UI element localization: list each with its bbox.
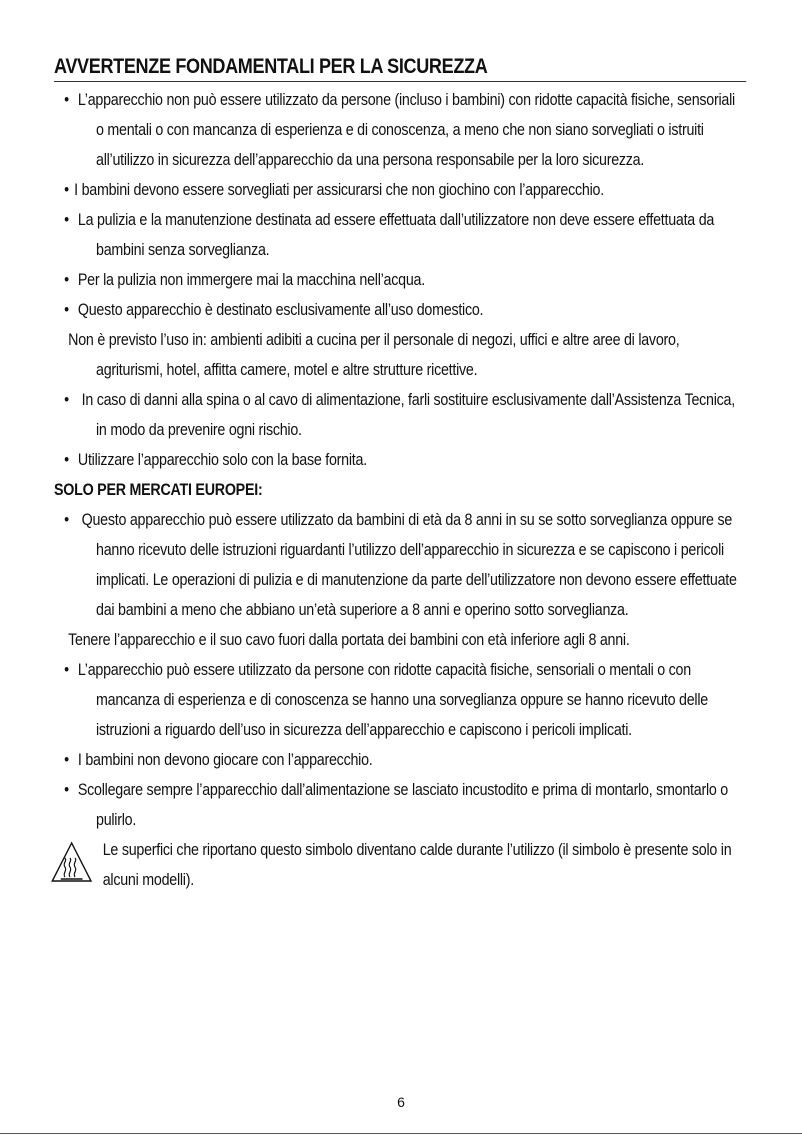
bottom-divider [0,1133,802,1134]
list-item: • L’apparecchio può essere utilizzato da persone con ridotte capacità fisiche, sensoriali o mentali o con mancanza di esperienza e di conoscenza se hanno una sorveglianza oppure se hanno ricevuto delle istruzioni a riguardo dell’uso in sicurezza dell’apparecchio e capiscono i pericoli implicati. [54,655,746,745]
list-item: • I bambini devono essere sorvegliati per assicurarsi che non giochino con l’apparecchio. [54,175,746,205]
content-body [54,85,746,895]
content [54,85,746,895]
eu-note: Tenere l’apparecchio e il suo cavo fuori dalla portata dei bambini con età inferiore agli 8 anni. [68,630,630,649]
list-item: • Scollegare sempre l’apparecchio dall’alimentazione se lasciato incustodito e prima di montarlo, smontarlo o pulirlo. [54,775,746,835]
page-number: 6 [397,1094,405,1110]
page-title: AVVERTENZE FONDAMENTALI PER LA SICUREZZA [54,54,746,82]
bullet: • [64,780,69,799]
bullet: • [64,660,69,679]
list-item: • La pulizia e la manutenzione destinata ad essere effettuata dall’utilizzatore non deve essere effettuata da bambini senza sorveglianza. [54,205,746,265]
list-item: • Per la pulizia non immergere mai la macchina nell’acqua. [54,265,746,295]
bullet: • [64,270,69,289]
section-heading: SOLO PER MERCATI EUROPEI: [54,480,263,499]
bullet: • [64,450,69,469]
list-item: • In caso di danni alla spina o al cavo di alimentazione, farli sostituire esclusivamente dall’Assistenza Tecnica, in modo da prevenire ogni rischio. [54,385,746,445]
list-item: • Utilizzare l’apparecchio solo con la base fornita. [54,445,746,475]
domestic-note: Non è previsto l’uso in: ambienti adibiti a cucina per il personale di negozi, uffici e altre aree di lavoro, agriturismi, hotel, affitta camere, motel e altre strutture ricettive. [68,330,680,379]
list-item: • Questo apparecchio può essere utilizzato da bambini di età da 8 anni in su se sotto sorveglianza oppure se hanno ricevuto delle istruzioni riguardanti l’utilizzo dell’apparecchio in sicurezza e se capiscono i pericoli implicati. Le operazioni di pulizia e di manutenzione da parte dell’utilizzatore non devono essere effettuate dai bambini a meno che abbiano un’età superiore a 8 anni e operino sotto sorveglianza. [54,505,746,625]
bullet: • [64,390,69,409]
bullet: • [64,510,69,529]
bullet: • [64,300,69,319]
bullet: • [64,180,69,199]
hot-surface-text: Le superfici che riportano questo simbolo diventano calde durante l’utilizzo (il simbolo è presente solo in alcuni modelli). [102,840,732,889]
bullet: • [64,90,69,109]
bullet: • [64,210,69,229]
bullet: • [64,750,69,769]
list-item: • I bambini non devono giocare con l’apparecchio. [54,745,746,775]
list-item: • L’apparecchio non può essere utilizzato da persone (incluso i bambini) con ridotte capacità fisiche, sensoriali o mentali o con mancanza di esperienza e di conoscenza, a meno che non siano sorvegliati o istruiti all’utilizzo in sicurezza dell’apparecchio da una persona responsabile per la loro sicurezza. [54,85,746,175]
hot-surface-warning-icon [51,841,93,883]
hot-surface-warning [54,835,746,895]
list-item: • Questo apparecchio è destinato esclusivamente all’uso domestico. [54,295,746,325]
